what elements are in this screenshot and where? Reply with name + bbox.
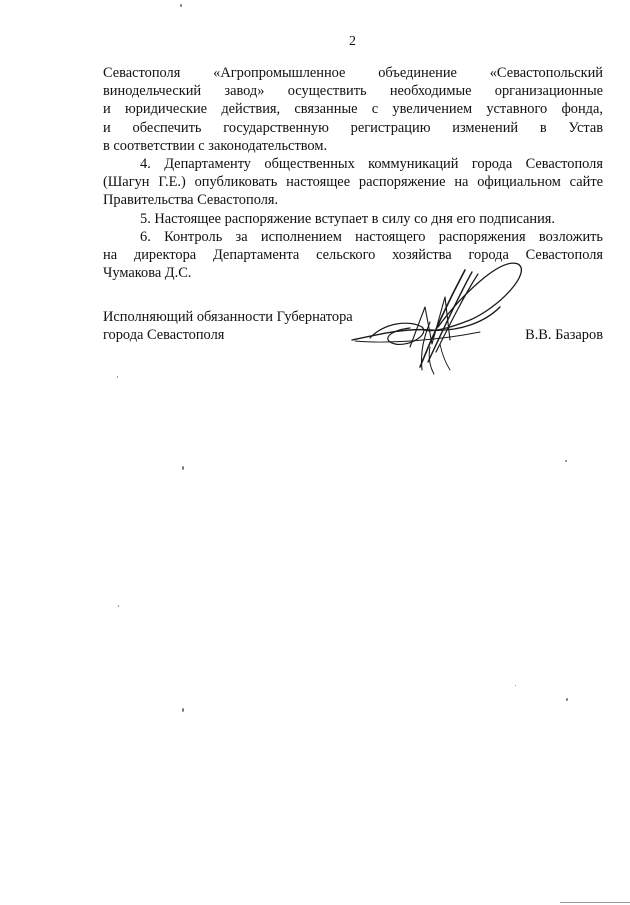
text-line: Правительства Севастополя.	[103, 192, 279, 209]
signatory-title	[103, 308, 353, 344]
paragraph-continuation	[103, 64, 603, 155]
text-line: в соответствии с законодательством.	[103, 137, 328, 154]
scan-speck	[117, 376, 118, 378]
scan-edge-line	[560, 902, 630, 903]
text-line: 5. Настоящее распоряжение вступает в силу со дня его подписания.	[140, 210, 555, 227]
signatory-title-line: города Севастополя	[103, 327, 225, 344]
scan-speck	[180, 4, 182, 7]
signatory-name: В.В. Базаров	[525, 327, 603, 343]
text-line: Севастополя «Агропромышленное объединение «Севастопольский	[103, 65, 603, 81]
paragraph-item-5	[103, 210, 603, 228]
page-number: 2	[349, 34, 356, 49]
scan-speck	[182, 708, 184, 712]
scan-speck	[565, 460, 567, 462]
text-line: на директора Департамента сельского хозяйства города Севастополя	[103, 247, 603, 264]
scan-speck	[182, 466, 184, 470]
text-line: 4. Департаменту общественных коммуникаций города Севастополя	[140, 156, 603, 173]
text-line: 6. Контроль за исполнением настоящего распоряжения возложить	[140, 228, 603, 245]
text-line: и обеспечить государственную регистрацию изменений в Устав	[103, 119, 603, 136]
scan-speck	[566, 698, 568, 701]
text-line: и юридические действия, связанные с увеличением уставного фонда,	[103, 101, 603, 118]
signature-block	[103, 308, 603, 368]
signatory-title-line: Исполняющий обязанности Губернатора	[103, 309, 353, 325]
scan-speck	[515, 685, 516, 686]
text-line: Чумакова Д.С.	[103, 265, 192, 282]
document-body	[103, 64, 603, 282]
text-line: винодельческий завод» осуществить необходимые организационные	[103, 83, 603, 100]
scan-speck	[118, 605, 119, 607]
text-line: (Шагун Г.Е.) опубликовать настоящее распоряжение на официальном сайте	[103, 174, 603, 191]
paragraph-item-4	[103, 155, 603, 210]
